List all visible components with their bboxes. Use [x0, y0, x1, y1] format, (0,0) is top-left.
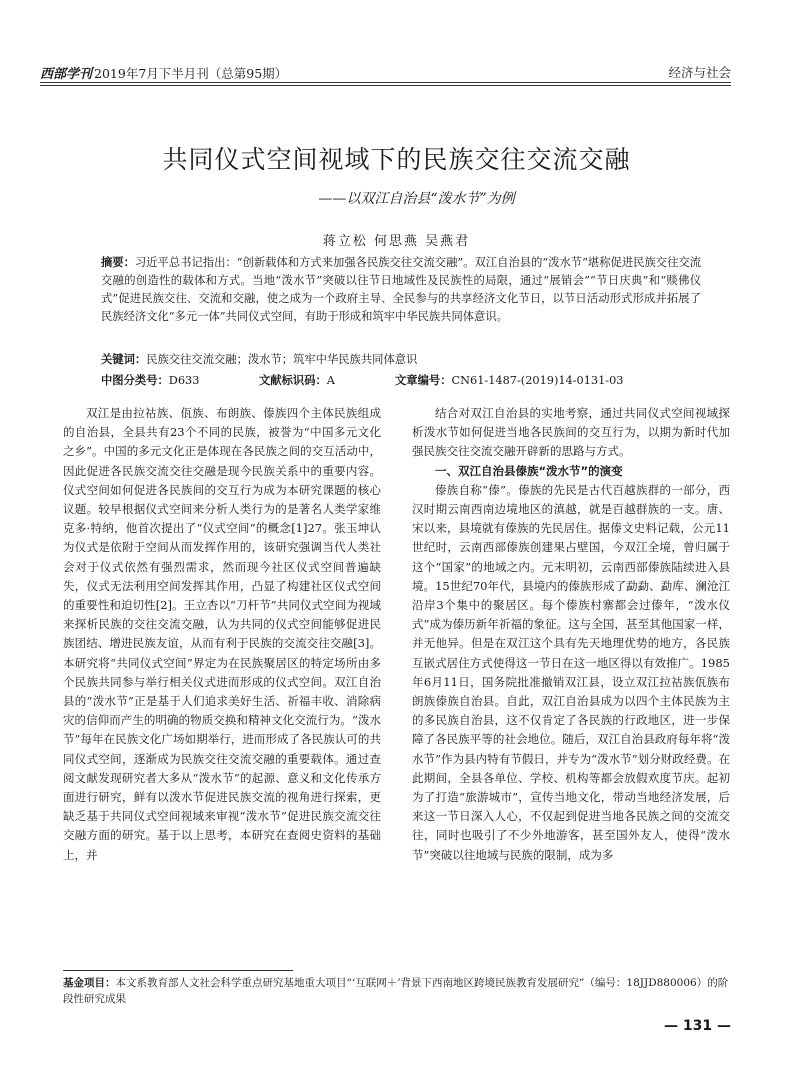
abstract	[101, 254, 701, 326]
abstract-text: 习近平总书记指出：“创新载体和方式来加强各民族交往交流交融”。双江自治县的“泼水节”堪称促进民族交往交流交融的创造性的载体和方式。当地“泼水节”突破以往节日地域性及民族性的局限，通过“展销会”“节日庆典”和“赕佛仪式”促进民族交往、交流和交融，使之成为一个政府主导、全民参与的共享经济文化节日，以节日活动形式形成并拓展了民族经济文化“多元一体”共同仪式空间，有助于形成和筑牢中华民族共同体意识。	[101, 256, 701, 323]
footnote-label: 基金项目：	[63, 977, 116, 989]
clc-number: 中图分类号：D633	[101, 374, 200, 387]
header-rule	[40, 82, 731, 83]
article-subtitle: ——以双江自治县“泼水节”为例	[318, 191, 515, 207]
header-rule-thin	[40, 85, 731, 86]
abstract-label: 摘要：	[101, 256, 135, 269]
keywords-text: 民族交往交流交融；泼水节；筑牢中华民族共同体意识	[146, 353, 418, 366]
section-heading: 一、双江自治县傣族“泼水节”的演变	[435, 463, 623, 478]
body-paragraph: 结合对双江自治县的实地考察，通过共同仪式空间视域探析泼水节如何促进当地各民族间的交互行为，以期为新时代加强民族交往交流交融开辟新的思路与方式。	[412, 406, 730, 459]
footnote-rule	[63, 970, 293, 971]
section-name: 经济与社会	[668, 65, 731, 80]
body-paragraph: 双江是由拉祜族、佤族、布朗族、傣族四个主体民族组成的自治县，全县共有23个不同的民族，被誉为“中国多元文化之乡”。中国的多元文化正是体现在各民族之间的交互活动中，因此促进各民族交流交往交融是现今民族关系中的重要内容。仪式空间如何促进各民族间的交互行为成为本研究课题的核心议题。较早根据仪式空间来分析人类行为的是著名人类学家维克多·特纳，他首次提出了“仪式空间”的概念[1]27。张玉坤认为仪式是依附于空间从而发挥作用的，该研究强调当代人类社会对于仪式依然有强烈需求，然而现今社区仪式空间普遍缺失，仪式无法利用空间发挥其作用，凸显了构建社区仪式空间的重要性和迫切性[2]。王立杏以“刀杆节”共同仪式空间为视域来探析民族的交往交流交融，认为共同的仪式空间能够促进民族团结、增进民族友谊，从而有利于民族的交流交往交融[3]。本研究将“共同仪式空间”界定为在民族聚居区的特定场所由多个民族共同参与举行相关仪式进而形成的仪式空间。双江自治县的“泼水节”正是基于人们追求美好生活、祈福丰收、消除病灾的信仰而产生的明确的物质交换和精神文化交流行为。“泼水节”每年在民族文化广场如期举行，进而形成了各民族认可的共同仪式空间，逐渐成为民族交往交流交融的重要载体。通过查阅文献发现研究者大多从“泼水节”的起源、意义和文化传承方面进行研究，鲜有以泼水节促进民族交流的视角进行探索，更缺乏基于共同仪式空间视域来审视“泼水节”促进民族交流交往交融方面的研究。基于以上思考，本研究在查阅史资料的基础上，并	[63, 406, 381, 862]
page-number: — 131 —	[664, 1018, 731, 1034]
article-title: 共同仪式空间视域下的民族交往交流交融	[162, 145, 631, 174]
doc-code: 文献标识码：A	[259, 374, 335, 387]
journal-logo: 西部学刊	[40, 67, 93, 82]
footnote-text: 本文系教育部人文社会科学重点研究基地重大项目“‘互联网＋’背景下西南地区跨境民族教育发展研究”（编号：18JJD880006）的阶段性研究成果	[63, 977, 729, 1005]
left-column	[63, 404, 381, 865]
keywords-label: 关键词：	[101, 353, 147, 366]
header-left	[40, 63, 287, 82]
article-number: 文章编号：CN61-1487-(2019)14-0131-03	[395, 374, 624, 387]
keywords	[101, 351, 701, 367]
issue-info: 2019年7月下半月刊（总第95期）	[94, 66, 288, 81]
footnote	[63, 975, 731, 1007]
authors: 蒋立松 何思燕 吴燕君	[322, 234, 471, 249]
running-header	[40, 63, 731, 83]
body-paragraph: 傣族自称“傣”。傣族的先民是古代百越族群的一部分，西汉时期云南西南边境地区的滇越，就是百越群族的一支。唐、宋以来，县境就有傣族的先民居住。据傣文史料记载，公元11世纪时，云南西部傣族创建果占壁国，今双江全境，曾归属于这个“国家”的地域之内。元末明初，云南西部傣族陆续进入县境。15世纪70年代，县境内的傣族形成了勐勐、勐库、澜沧江沿岸3个集中的聚居区。每个傣族村寨都会过傣年，“泼水仪式”成为傣历新年祈福的象征。这与全国，甚至其他国家一样，并无他异。但是在双江这个具有先天地理优势的地方，各民族互嵌式居住方式使得这一节日在这一地区得以有效推广。1985年6月11日，国务院批准撤销双江县，设立双江拉祜族佤族布朗族傣族自治县。自此，双江自治县成为以四个主体民族为主的多民族自治县，这不仅肯定了各民族的行政地区，进一步保障了各民族平等的社会地位。随后，双江自治县政府每年将“泼水节”作为县内特有节假日，并专为“泼水节”划分财政经费。在此期间，全县各单位、学校、机构等都会放假欢度节庆。起初为了打造“旅游城市”，宣传当地文化，带动当地经济发展，后来这一节日深入人心，不仅起到促进当地各民族之间的交流交往，同时也吸引了不少外地游客，甚至国外友人，使得“泼水节”突破以往地域与民族的限制，成为多	[412, 482, 730, 862]
right-column	[412, 404, 730, 865]
